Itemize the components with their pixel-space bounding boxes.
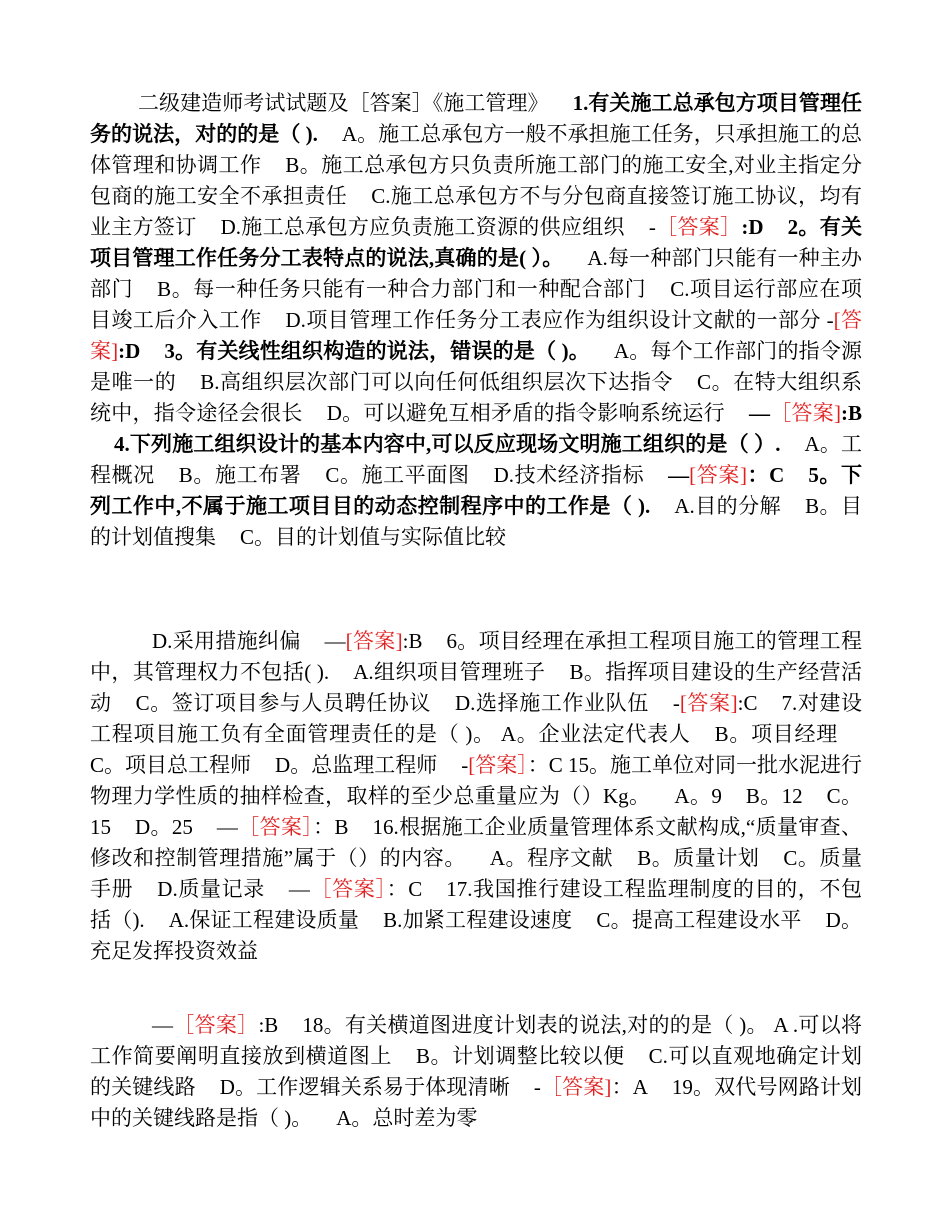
q3-option-c: C。在特大组织系统中，指令途径会很长: [90, 370, 862, 425]
q4-option-b: B。施工布署: [178, 463, 302, 487]
q2-option-c: C.项目运行部应在项目竣工后介入工作: [90, 277, 862, 332]
q6-answer: -[答案]:C: [672, 691, 758, 715]
q19-stem: 19。双代号网路计划中的关键线路是指（ )。: [90, 1075, 863, 1130]
q4-option-a: A。工程概况: [90, 432, 863, 487]
answer-label: [答案]: [689, 463, 747, 487]
q5-option-a: A.目的分解: [674, 494, 782, 518]
answer-label: ［答案］: [173, 1013, 259, 1037]
q1-option-c: C.施工总承包方不与分包商直接签订施工协议，均有业主方签订: [90, 184, 862, 239]
doc-title: 二级建造师考试试题及［答案］《施工管理》: [138, 91, 549, 115]
q7-option-b: B。项目经理: [714, 722, 839, 746]
q4-option-d: D.技术经济指标: [493, 463, 645, 487]
q5-option-c: C。目的计划值与实际值比较: [240, 525, 507, 549]
q2-answer: -[答案]:D: [90, 308, 863, 363]
q7-option-d: D。总监理工程师: [275, 753, 438, 777]
q1-answer: -［答案］:D: [648, 215, 764, 239]
q15-stem: 15。施工单位对同一批水泥进行物理力学性质的抽样检查，取样的至少总重量应为（）Kg。: [90, 753, 863, 808]
q17-stem: 17.我国推行建设工程监理制度的目的，不包括（).: [90, 877, 863, 932]
q15-answer: —［答案］：B: [216, 815, 349, 839]
q18-option-b: B。计划调整比较以便: [415, 1044, 625, 1068]
q7-stem: 7.对建设工程项目施工负有全面管理责任的是（ )。: [90, 691, 863, 746]
q3-stem: 3。有关线性组织构造的说法，错误的是（ )。: [164, 339, 590, 363]
q17-answer: —［答案］:B: [152, 1013, 279, 1037]
q15-option-d: D。25: [135, 815, 193, 839]
q2-option-d: D.项目管理工作任务分工表应作为组织设计文献的一部分: [285, 308, 821, 332]
q16-stem: 16.根据施工企业质量管理体系文献构成,“质量审查、修改和控制管理措施”属于（）的内容。: [90, 815, 862, 870]
answer-label: ［答案]: [769, 401, 842, 425]
q6-option-a: A.组织项目管理班子: [353, 660, 546, 684]
q17-option-d: D。充足发挥投资效益: [90, 908, 862, 963]
q2-option-a: A.每一种部门只能有一种主办部门: [90, 246, 862, 301]
q3-option-a: A。每个工作部门的指令源是唯一的: [90, 339, 862, 394]
q3-answer: —［答案]:B: [748, 401, 863, 425]
q7-answer: -[答案］：C: [461, 753, 563, 777]
q18-option-c: C.可以直观地确定计划的关键线路: [90, 1044, 863, 1099]
q17-option-c: C。提高工程建设水平: [596, 908, 802, 932]
q18-stem: 18。有关横道图进度计划表的说法,对的的是（ )。: [302, 1013, 768, 1037]
q1-option-a: A。施工总承包方一般不承担施工任务，只承担施工的总体管理和协调工作: [90, 122, 862, 177]
q6-option-d: D.选择施工作业队伍: [455, 691, 649, 715]
q6-stem: 6。项目经理在承担工程项目施工的管理工程中，其管理权力不包括( ).: [90, 629, 863, 684]
q2-stem: 2。有关项目管理工作任务分工表特点的说法,真确的是( ）。: [90, 215, 863, 270]
paragraph-3: [90, 1010, 862, 1134]
answer-label: ［答案]: [540, 1075, 612, 1099]
paragraph-1: [90, 88, 862, 553]
q18-option-a: A .可以将工作简要阐明直接放到横道图上: [90, 1013, 863, 1068]
q5-option-d: D.采用措施纠偏: [152, 629, 301, 653]
answer-label: [答案]: [679, 691, 738, 715]
answer-label: ［答案］: [309, 877, 387, 901]
q1-stem: 1.有关施工总承包方项目管理任务的说法，对的的是（ ).: [90, 91, 863, 146]
q15-option-b: B。12: [745, 784, 803, 808]
q4-option-c: C。施工平面图: [325, 463, 470, 487]
q17-option-b: B.加紧工程建设速度: [383, 908, 573, 932]
q16-option-a: A。程序文献: [489, 846, 614, 870]
q15-option-c: C。15: [90, 784, 862, 839]
q16-option-c: C。质量手册: [90, 846, 862, 901]
q18-option-d: D。工作逻辑关系易于体现清晰: [219, 1075, 510, 1099]
q3-option-b: B.高组织层次部门可以向任何低组织层次下达指令: [200, 370, 674, 394]
q16-option-d: D.质量记录: [157, 877, 265, 901]
q5-answer: —[答案]:B: [324, 629, 423, 653]
paragraph-2: [90, 626, 862, 967]
q6-option-b: B。指挥项目建设的生产经营活动: [90, 660, 862, 715]
q5-stem: 5。下列工作中,不属于施工项目目的动态控制程序中的工作是（ ).: [90, 463, 863, 518]
q4-stem: 4.下列施工组织设计的基本内容中,可以反应现场文明施工组织的是（ ）.: [114, 432, 781, 456]
answer-label: [答案]: [345, 629, 403, 653]
answer-label: ［答案］: [655, 215, 742, 239]
q4-answer: —[答案]：C: [668, 463, 785, 487]
q5-option-b: B。目的计划值搜集: [90, 494, 862, 549]
q16-option-b: B。质量计划: [637, 846, 760, 870]
q7-option-a: A。企业法定代表人: [500, 722, 691, 746]
q18-answer: -［答案]：A: [533, 1075, 648, 1099]
q7-option-c: C。项目总工程师: [90, 753, 252, 777]
q1-option-d: D.施工总承包方应负责施工资源的供应组织: [220, 215, 625, 239]
q1-option-b: B。施工总承包方只负责所施工部门的施工安全,对业主指定分包商的施工安全不承担责任: [90, 153, 862, 208]
q17-option-a: A.保证工程建设质量: [168, 908, 360, 932]
q15-option-a: A。9: [674, 784, 722, 808]
answer-label: [答案］: [468, 753, 528, 777]
q2-option-b: B。每一种任务只能有一种合力部门和一种配合部门: [157, 277, 647, 301]
answer-label: ［答案］: [237, 815, 314, 839]
q3-option-d: D。可以避免互相矛盾的指令影响系统运行: [326, 401, 725, 425]
q19-option-a: A。总时差为零: [336, 1106, 478, 1130]
q6-option-c: C。签订项目参与人员聘任协议: [135, 691, 432, 715]
q16-answer: —［答案］：C: [288, 877, 423, 901]
answer-label: [答案]: [90, 308, 863, 363]
